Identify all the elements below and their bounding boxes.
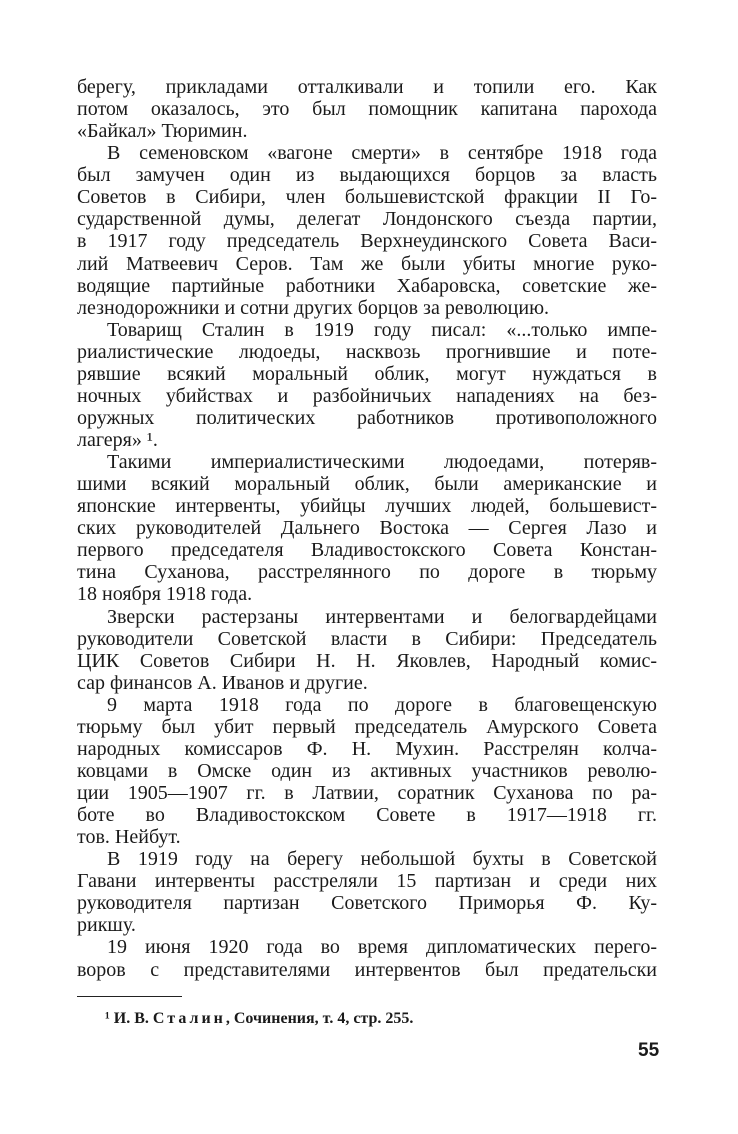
text-line: лагеря» ¹.	[77, 429, 158, 451]
paragraph	[77, 848, 657, 936]
footnote-rest: , Сочинения, т. 4, стр. 255.	[225, 1010, 414, 1027]
paragraph	[77, 936, 657, 980]
footnote-marker: ¹	[105, 1010, 110, 1027]
text-line: ских руководителей Дальнего Востока — Сергея Лазо и	[77, 517, 657, 540]
footnote-prefix: И. В.	[113, 1010, 149, 1027]
text-line: боте во Владивостокском Совете в 1917—1918 гг.	[77, 804, 657, 827]
text-line: 18 ноября 1918 года.	[77, 583, 253, 606]
paragraph	[77, 694, 657, 848]
paragraph	[77, 76, 657, 142]
footnote-author: Сталин	[152, 1010, 226, 1027]
text-line: сар финансов А. Иванов и другие.	[77, 671, 368, 694]
text-line: первого председателя Владивостокского Совета Констан-	[77, 539, 657, 562]
text-line: Гавани интервенты расстреляли 15 партизан и среди них	[77, 870, 657, 893]
page-number: 55	[638, 1040, 660, 1061]
paragraph	[77, 319, 657, 451]
text-line: Такими империалистическими людоедами, потеряв-	[107, 451, 657, 474]
text-line: 19 июня 1920 года во время дипломатических перего-	[107, 936, 657, 959]
text-line: Товарищ Сталин в 1919 году писал: «...только импе-	[107, 318, 657, 341]
text-line: лезнодорожники и сотни других борцов за революцию.	[77, 296, 550, 319]
text-line: Советов в Сибири, член большевистской фракции II Го-	[77, 186, 657, 209]
body-text	[77, 76, 657, 981]
text-line: ковцами в Омске один из активных участников револю-	[77, 759, 657, 782]
text-line: сударственной думы, делегат Лондонского съезда партии,	[77, 208, 657, 231]
paragraph	[77, 606, 657, 694]
text-line: рикшу.	[77, 914, 136, 937]
text-line: В семеновском «вагоне смерти» в сентябре 1918 года	[107, 142, 657, 165]
text-line: В 1919 году на берегу небольшой бухты в Советской	[107, 848, 657, 871]
text-line: потом оказалось, это был помощник капитана парохода	[77, 98, 657, 121]
text-line: в 1917 году председатель Верхнеудинского Совета Васи-	[77, 230, 657, 253]
paragraph	[77, 451, 657, 605]
text-line: «Байкал» Тюримин.	[77, 120, 248, 143]
text-line: 9 марта 1918 года по дороге в благовещенскую	[107, 693, 657, 716]
text-line: риалистические людоеды, насквозь прогнившие и поте-	[77, 340, 657, 363]
text-line: ЦИК Советов Сибири Н. Н. Яковлев, Народный комис-	[77, 649, 657, 672]
footnote-divider	[77, 996, 182, 997]
text-line: рявшие всякий моральный облик, могут нуждаться в	[77, 362, 657, 385]
text-line: был замучен один из выдающихся борцов за власть	[77, 164, 657, 187]
text-line: Зверски растерзаны интервентами и белогвардейцами	[107, 605, 657, 628]
text-line: руководители Советской власти в Сибири: Председатель	[77, 627, 657, 650]
text-line: берегу, прикладами отталкивали и топили его. Как	[77, 76, 657, 98]
text-line: руководителя партизан Советского Приморья Ф. Ку-	[77, 892, 657, 915]
footnote	[105, 1010, 413, 1028]
text-line: японские интервенты, убийцы лучших людей, большевист-	[77, 495, 657, 518]
text-line: тов. Нейбут.	[77, 826, 181, 849]
text-line: оружных политических работников противоположного	[77, 406, 657, 429]
text-line: тина Суханова, расстрелянного по дороге в тюрьму	[77, 561, 657, 584]
text-line: шими всякий моральный облик, были американские и	[77, 473, 657, 496]
text-line: тюрьму был убит первый председатель Амурского Совета	[77, 715, 657, 738]
text-line: лий Матвеевич Серов. Там же были убиты многие руко-	[77, 252, 657, 275]
paragraph	[77, 142, 657, 319]
text-line: водящие партийные работники Хабаровска, советские же-	[77, 274, 657, 297]
text-line: воров с представителями интервентов был предательски	[77, 958, 657, 981]
text-line: ции 1905—1907 гг. в Латвии, соратник Суханова по ра-	[77, 782, 657, 804]
text-line: ночных убийствах и разбойничьих нападениях на без-	[77, 384, 657, 407]
text-line: народных комиссаров Ф. Н. Мухин. Расстрелян колча-	[77, 737, 657, 760]
